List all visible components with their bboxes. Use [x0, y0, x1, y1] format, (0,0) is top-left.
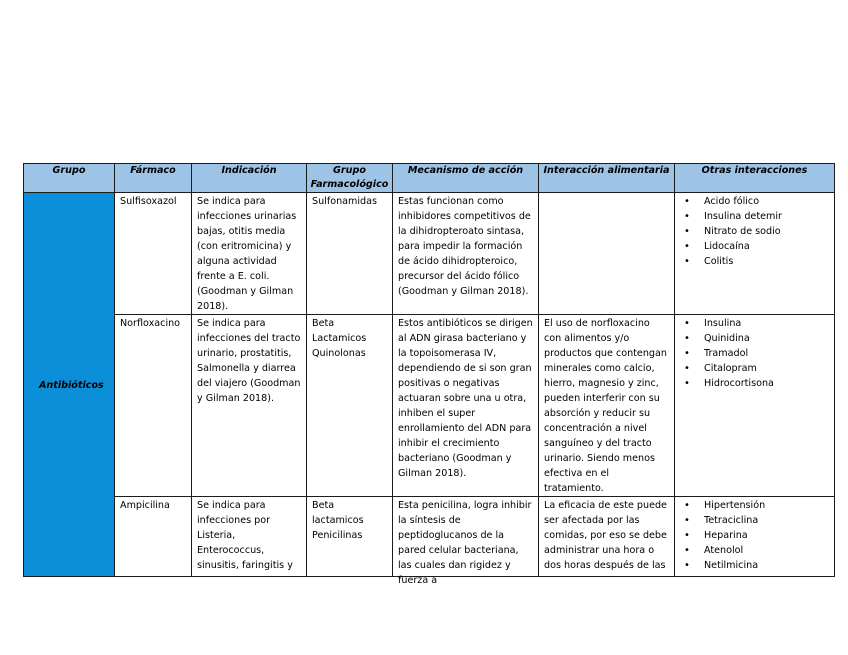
mecanismo-cell: Estas funcionan como inhibidores competitivos de la dihidropteroato sintasa, para impedir la formación de ácido dihidropteroico, precursor del ácido fólico (Goodman y Gilman 2018).	[393, 193, 539, 315]
table-row	[24, 315, 835, 497]
list-item: • Citalopram	[704, 361, 829, 376]
interaccion-alimentaria-cell	[539, 193, 675, 315]
mecanismo-cell	[393, 497, 539, 586]
cell-clip	[680, 498, 829, 576]
list-item: • Hipertensión	[704, 498, 829, 513]
list-item: • Tramadol	[704, 346, 829, 361]
farmaco-cell: Sulfisoxazol	[115, 193, 192, 315]
cell-clip	[197, 498, 301, 576]
cell-clip	[398, 498, 533, 586]
interactions-list	[680, 194, 829, 269]
table-row	[24, 497, 835, 577]
interaccion-alimentaria-cell	[539, 497, 675, 577]
list-item: • Insulina detemir	[704, 209, 829, 224]
otras-interacciones-cell	[675, 193, 835, 315]
table-row	[24, 193, 835, 315]
grupo-farmacologico-cell: Beta Lactamicos Quinolonas	[307, 315, 393, 497]
farmaco-text: Ampicilina	[120, 500, 170, 511]
list-item: • Netilmicina	[704, 558, 829, 573]
list-item: • Atenolol	[704, 543, 829, 558]
mecanismo-cell: Estos antibióticos se dirigen al ADN girasa bacteriano y la topoisomerasa IV, dependiendo de si son gran positivas o negativas actuaran sobre una u otra, inhiben el super enrollamiento del ADN para inhibir el crecimiento bacteriano (Goodman y Gilman 2018).	[393, 315, 539, 497]
grupo-farmacologico-cell: Sulfonamidas	[307, 193, 393, 315]
indicacion-cell: Se indica para infecciones urinarias bajas, otitis media (con eritromicina) y alguna actividad frente a E. coli. (Goodman y Gilman 2018).	[192, 193, 307, 315]
header-grupo-farmacologico: Grupo Farmacológico	[307, 164, 393, 193]
farmaco-cell	[115, 497, 192, 577]
otras-interacciones-cell	[675, 497, 835, 577]
otras-interacciones-cell	[675, 315, 835, 497]
list-item: • Hidrocortisona	[704, 376, 829, 391]
list-item: • Heparina	[704, 528, 829, 543]
interaccion-alimentaria-cell: El uso de norfloxacino con alimentos y/o productos que contengan minerales como calcio, hierro, magnesio y zinc, pueden interferir con su absorción y reducir su concentración a nivel sanguíneo y del tracto urinario. Siendo menos efectiva en el tratamiento.	[539, 315, 675, 497]
grupo-farmacologico-cell	[307, 497, 393, 577]
header-otras-interacciones: Otras interacciones	[675, 164, 835, 193]
header-interaccion-alimentaria: Interacción alimentaria	[539, 164, 675, 193]
header-mecanismo: Mecanismo de acción	[393, 164, 539, 193]
group-cell: Antibióticos	[24, 193, 115, 577]
header-grupo: Grupo	[24, 164, 115, 193]
cell-clip	[120, 498, 186, 576]
cell-clip	[544, 498, 669, 576]
mecanismo-text: Esta penicilina, logra inhibir la síntesis de peptidoglucanos de la pared celular bacteriana, las cuales dan rigidez y fuerza a	[398, 500, 532, 586]
list-item: • Nitrato de sodio	[704, 224, 829, 239]
list-item: • Quinidina	[704, 331, 829, 346]
interactions-list	[680, 498, 829, 573]
drug-table	[23, 163, 835, 586]
list-item: • Acido fólico	[704, 194, 829, 209]
interaccion-alimentaria-text: La eficacia de este puede ser afectada por las comidas, por eso se debe administrar una hora o dos horas después de las	[544, 500, 667, 571]
grupo-farmacologico-text: Beta lactamicos Penicilinas	[312, 500, 364, 541]
indicacion-cell: Se indica para infecciones del tracto urinario, prostatitis, Salmonella y diarrea del viajero (Goodman y Gilman 2018).	[192, 315, 307, 497]
list-item: • Colitis	[704, 254, 829, 269]
header-farmaco: Fármaco	[115, 164, 192, 193]
indicacion-cell	[192, 497, 307, 577]
list-item: • Tetraciclina	[704, 513, 829, 528]
interactions-list	[680, 316, 829, 391]
indicacion-text: Se indica para infecciones por Listeria, Enterococcus, sinusitis, faringitis y	[197, 500, 293, 571]
cell-clip	[312, 498, 387, 576]
farmaco-cell: Norfloxacino	[115, 315, 192, 497]
list-item: • Insulina	[704, 316, 829, 331]
list-item: • Lidocaína	[704, 239, 829, 254]
header-indicacion: Indicación	[192, 164, 307, 193]
header-row	[24, 164, 835, 193]
